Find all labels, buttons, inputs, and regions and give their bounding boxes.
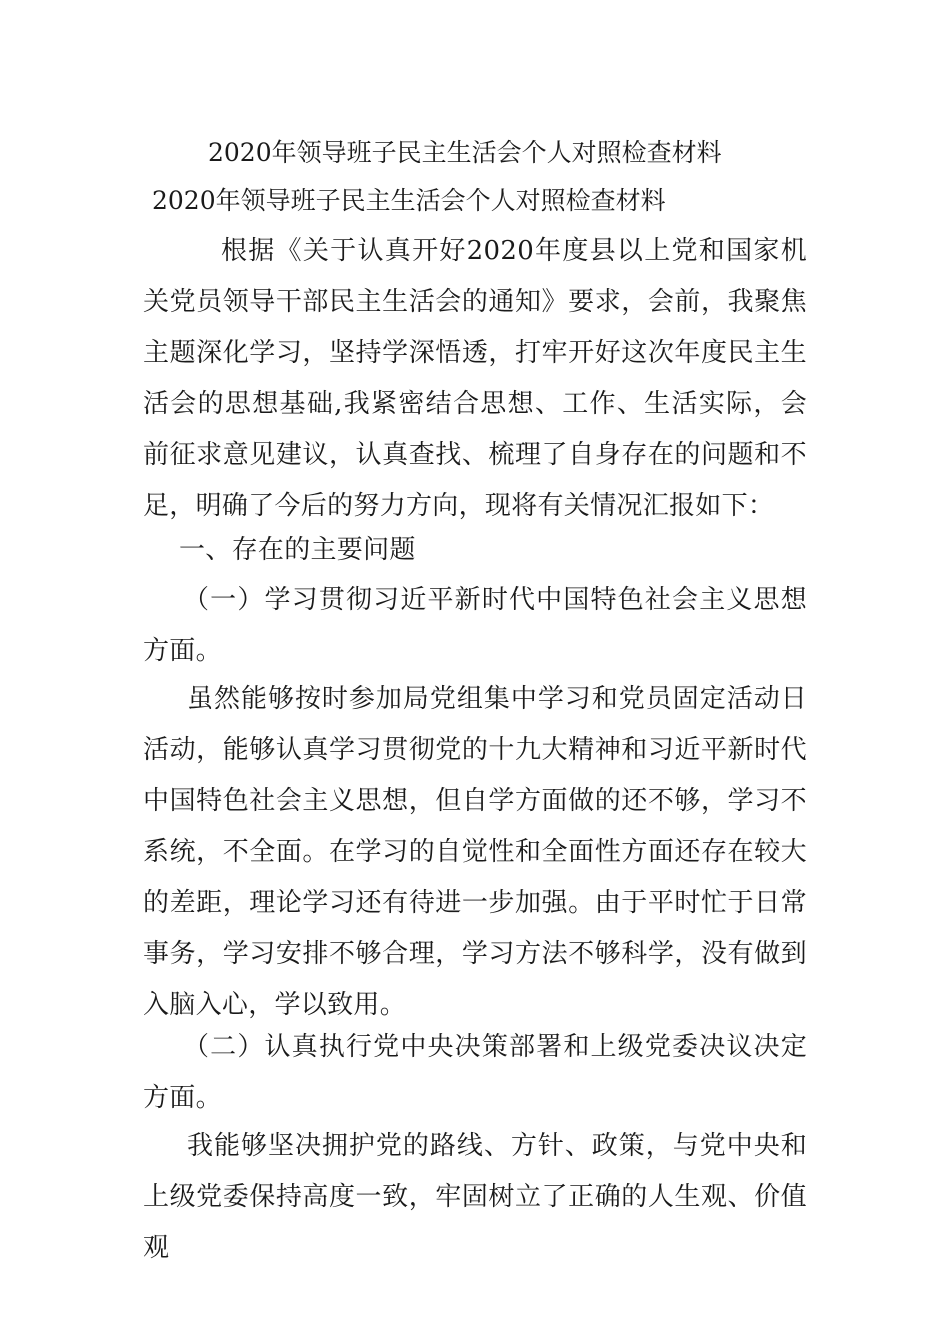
subsection-heading-study: （一）学习贯彻习近平新时代中国特色社会主义思想方面。 bbox=[143, 585, 807, 666]
subsection-paragraph-policy: 我能够坚决拥护党的路线、方针、政策，与党中央和上级党委保持高度一致，牢固树立了正确的人生观、价值观 bbox=[143, 1131, 807, 1263]
document-title-repeat: 2020年领导班子民主生活会个人对照检查材料 bbox=[152, 186, 666, 215]
subsection-paragraph-study: 虽然能够按时参加局党组集中学习和党员固定活动日活动，能够认真学习贯彻党的十九大精神和习近平新时代中国特色社会主义思想，但自学方面做的还不够，学习不系统，不全面。在学习的自觉性和全面性方面还存在较大的差距，理论学习还有待进一步加强。由于平时忙于日常事务，学习安排不够合理，学习方法不够科学，没有做到入脑入心，学以致用。 bbox=[143, 684, 807, 1020]
intro-paragraph: 根据《关于认真开好2020年度县以上党和国家机关党员领导干部民主生活会的通知》要求，会前，我聚焦主题深化学习，坚持学深悟透，打牢开好这次年度民主生活会的思想基础,我紧密结合思想、工作、生活实际，会前征求意见建议，认真查找、梳理了自身存在的问题和不足，明确了今后的努力方向，现将有关情况汇报如下： bbox=[143, 236, 807, 521]
section-heading-main-problems: 一、存在的主要问题 bbox=[179, 535, 416, 565]
document-title: 2020年领导班子民主生活会个人对照检查材料 bbox=[208, 138, 722, 167]
subsection-heading-policy: （二）认真执行党中央决策部署和上级党委决议决定方面。 bbox=[143, 1032, 807, 1113]
